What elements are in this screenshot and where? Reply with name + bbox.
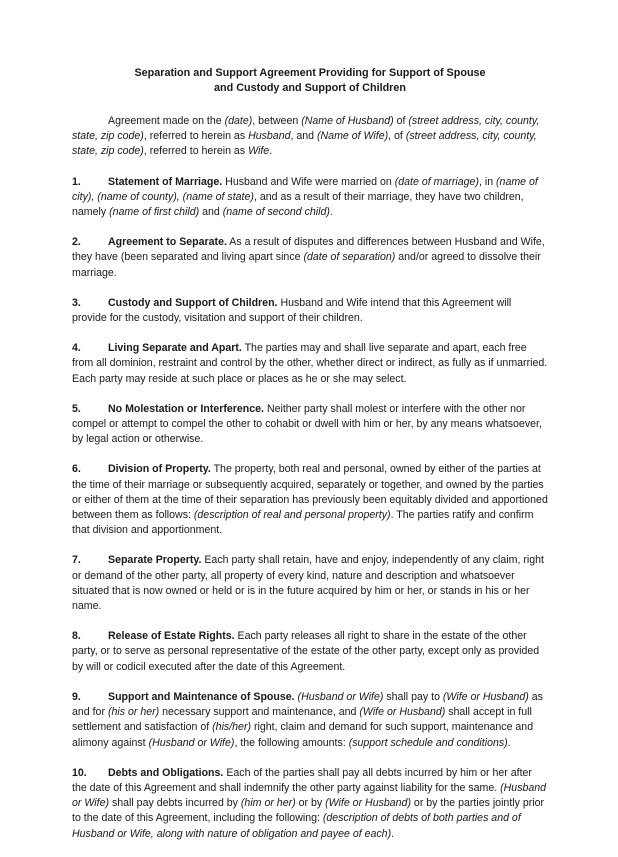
body-text: shall pay debts incurred by xyxy=(109,797,241,810)
title-line-2: and Custody and Support of Children xyxy=(214,81,406,94)
placeholder-text: (description of debts of both parties and of Husband or Wife, along with nature of obligation and payee of each) xyxy=(72,812,521,840)
body-text: , referred to herein as xyxy=(143,145,249,158)
body-text: shall pay to xyxy=(383,690,443,703)
placeholder-text: (name of city), (name of county), (name of state) xyxy=(72,175,538,203)
body-text: Husband and Wife were married on xyxy=(222,175,395,188)
body-text: Each party shall retain, have and enjoy, independently of any claim, right or demand of the other party, all property of every kind, nature and description and whatsoever situated that is now owned or held or is in the future acquired by him or her, or stands in his or her name. xyxy=(72,554,544,613)
placeholder-text: (street address, city, county, state, zip code) xyxy=(72,115,540,143)
body-text: and/or agreed to dissolve their marriage. xyxy=(72,251,541,279)
section-number: 6. xyxy=(72,463,81,476)
section-4 xyxy=(72,341,548,387)
body-text: , and as a result of their marriage, they have two children, namely xyxy=(72,190,524,219)
body-text: or by the parties jointly prior to the date of this Agreement, including the following: xyxy=(72,797,545,825)
section-heading: Division of Property. xyxy=(108,463,211,476)
placeholder-text: (date of marriage) xyxy=(394,175,479,188)
body-text: of xyxy=(393,115,409,127)
body-text: Agreement made on the xyxy=(108,115,225,127)
section-6 xyxy=(72,462,548,538)
section-heading: Agreement to Separate. xyxy=(108,236,227,249)
body-text: as and for xyxy=(72,690,543,719)
body-text: , between xyxy=(252,115,302,127)
section-2 xyxy=(72,235,548,281)
section-number: 4. xyxy=(72,342,81,355)
placeholder-text: (Name of Wife) xyxy=(317,130,389,143)
placeholder-text: (Husband or Wife) xyxy=(72,781,547,810)
body-text: . xyxy=(507,736,511,749)
body-text: As a result of disputes and differences between Husband and Wife, they have (been separated and living apart since xyxy=(72,236,545,264)
body-text: Neither party shall molest or interfere with the other nor compel or attempt to compel the other to cohabit or dwell with him or her, by any means whatsoever, by legal action or otherwise. xyxy=(72,402,542,446)
placeholder-text: (Wife or Husband) xyxy=(325,797,411,810)
body-text: necessary support and maintenance, and xyxy=(159,706,360,719)
placeholder-text: (Husband or Wife) xyxy=(297,690,384,703)
body-text: The property, both real and personal, owned by either of the parties at the time of their marriage or subsequently acquired, separately or together, and owned by the parties or either of them at the time of their separation has previously been equitably divided and apportioned between them as follows: xyxy=(72,463,548,522)
section-heading: Living Separate and Apart. xyxy=(108,342,242,355)
placeholder-text: (date) xyxy=(224,115,253,127)
section-number: 8. xyxy=(72,630,81,643)
placeholder-text: (his/her) xyxy=(212,721,252,734)
section-heading: Debts and Obligations. xyxy=(108,766,224,779)
body-text: , of xyxy=(388,130,406,143)
section-10 xyxy=(72,766,548,842)
body-text: , and xyxy=(290,130,317,143)
section-5 xyxy=(72,402,548,448)
section-number: 2. xyxy=(72,236,81,249)
placeholder-text: (him or her) xyxy=(240,797,296,810)
section-3 xyxy=(72,296,548,326)
placeholder-text: (Wife or Husband) xyxy=(442,690,529,703)
section-heading: No Molestation or Interference. xyxy=(108,402,264,415)
section-number: 3. xyxy=(72,296,81,309)
body-text: Husband and Wife intend that this Agreement will provide for the custody, visitation and support of their children. xyxy=(72,296,512,325)
section-heading: Release of Estate Rights. xyxy=(108,630,235,643)
document-page xyxy=(72,66,548,857)
placeholder-text: (name of second child) xyxy=(222,206,330,219)
body-text: The parties may and shall live separate and apart, each free from all dominion, restraint and control by the other, whether direct or indirect, as fully as if unmarried. Each party may reside at such place or places as he or she may select. xyxy=(72,342,548,385)
body-text: and xyxy=(199,206,223,219)
section-9 xyxy=(72,690,548,751)
section-heading: Custody and Support of Children. xyxy=(108,296,278,309)
body-text: , referred to herein as xyxy=(143,130,249,143)
placeholder-text: (Wife or Husband) xyxy=(359,706,446,719)
section-heading: Separate Property. xyxy=(108,554,202,567)
body-text: Each party releases all right to share in the estate of the other party, or to serve as personal representative of the estate of the other party, except only as provided by will or codicil executed after the date of this Agreement. xyxy=(72,630,540,673)
section-1 xyxy=(72,175,548,221)
placeholder-text: Husband xyxy=(248,130,291,143)
body-text: . xyxy=(269,145,273,158)
body-text: , the following amounts: xyxy=(234,736,349,749)
placeholder-text: (name of first child) xyxy=(109,206,200,219)
placeholder-text: (street address, city, county, state, zip code) xyxy=(72,130,537,158)
placeholder-text: (date of separation) xyxy=(303,251,396,264)
placeholder-text: (description of real and personal property) xyxy=(193,509,391,522)
placeholder-text: (Name of Husband) xyxy=(301,115,394,127)
placeholder-text: Wife xyxy=(248,145,270,158)
body-text: right, claim and demand for such support, maintenance and alimony against xyxy=(72,721,534,749)
title-line-1: Separation and Support Agreement Providing for Support of Spouse xyxy=(134,67,486,79)
section-8 xyxy=(72,629,548,675)
placeholder-text: (support schedule and conditions) xyxy=(348,736,508,749)
body-text: . xyxy=(329,206,333,219)
body-text: . xyxy=(391,827,395,840)
body-text: , in xyxy=(478,175,497,188)
section-number: 9. xyxy=(72,690,81,703)
body-text: shall accept in full settlement and satisfaction of xyxy=(72,706,532,734)
body-text: Each of the parties shall pay all debts incurred by him or her after the date of this Agreement and shall indemnify the other party against liability for the same. xyxy=(72,766,532,794)
section-number: 10. xyxy=(72,766,87,779)
section-number: 7. xyxy=(72,554,81,567)
document-title xyxy=(72,66,548,95)
section-7 xyxy=(72,553,548,614)
intro-paragraph xyxy=(72,114,548,160)
section-heading: Support and Maintenance of Spouse. xyxy=(108,690,295,703)
placeholder-text: (his or her) xyxy=(107,706,160,719)
section-heading: Statement of Marriage. xyxy=(108,175,223,188)
sections-list xyxy=(72,175,548,842)
section-number: 1. xyxy=(72,175,81,188)
section-number: 5. xyxy=(72,402,81,415)
placeholder-text: (Husband or Wife) xyxy=(148,736,235,749)
body-text: . The parties ratify and confirm that division and apportionment. xyxy=(72,509,534,537)
body-text: or by xyxy=(295,797,326,810)
